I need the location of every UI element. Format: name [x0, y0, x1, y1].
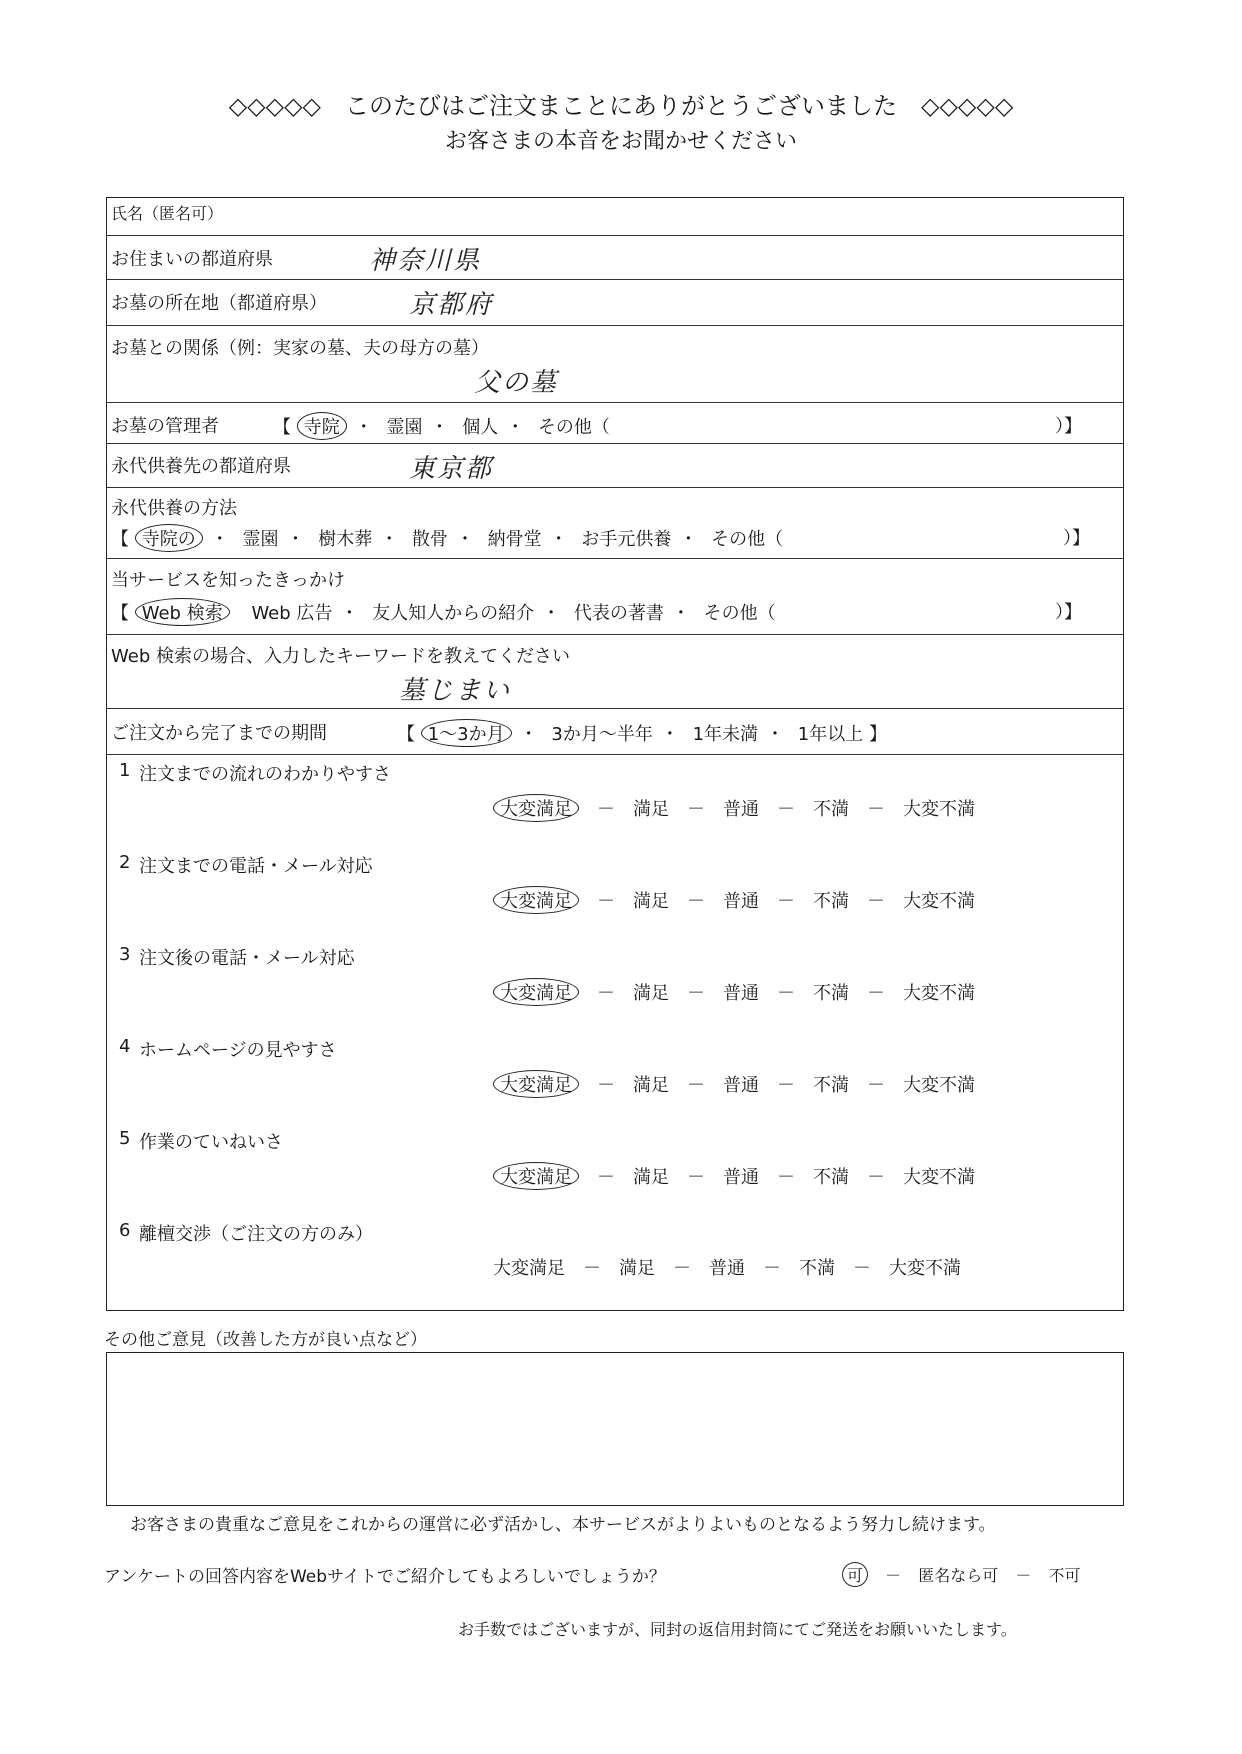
- comments-box[interactable]: [106, 1352, 1124, 1506]
- manager-option-cemetery[interactable]: 霊園: [386, 417, 423, 438]
- question-text: ホームページの見やすさ: [139, 1040, 337, 1061]
- rating-scale: 大変満足 － 満足 － 普通 － 不満 － 大変不満: [493, 1162, 975, 1190]
- manager-option-individual[interactable]: 個人: [462, 417, 499, 438]
- survey-form: [106, 197, 1124, 1311]
- divider: [107, 558, 1123, 559]
- rating-option[interactable]: 大変不満: [903, 1075, 975, 1096]
- period-option-over-1-year[interactable]: 1年以上: [797, 724, 864, 745]
- question-number: 1: [119, 760, 131, 781]
- divider: [107, 235, 1123, 236]
- period-option-under-1-year[interactable]: 1年未満: [692, 724, 759, 745]
- period-option-1-3-months[interactable]: 1～3か月: [421, 719, 512, 747]
- publish-options: 可 － 匿名なら可 － 不可: [842, 1562, 1080, 1587]
- rating-option[interactable]: 普通: [723, 1167, 759, 1188]
- rating-option[interactable]: 大変不満: [903, 1167, 975, 1188]
- comments-label: その他ご意見（改善した方が良い点など）: [104, 1330, 427, 1350]
- rating-option[interactable]: 普通: [723, 983, 759, 1004]
- publish-option-anonymous[interactable]: 匿名なら可: [918, 1566, 999, 1585]
- memorial-pref-value[interactable]: 東京都: [409, 454, 494, 484]
- rating-option[interactable]: 満足: [633, 891, 669, 912]
- rating-option[interactable]: 大変満足: [493, 978, 579, 1006]
- divider: [107, 402, 1123, 403]
- rating-option[interactable]: 不満: [813, 1075, 849, 1096]
- rating-option[interactable]: 大変不満: [903, 799, 975, 820]
- question-number: 2: [119, 852, 131, 873]
- divider: [107, 279, 1123, 280]
- name-label: 氏名（匿名可）: [111, 204, 224, 223]
- publish-option-no[interactable]: 不可: [1048, 1566, 1081, 1585]
- period-option-3-6-months[interactable]: 3か月～半年: [551, 724, 653, 745]
- comments-value: [107, 1353, 1123, 1369]
- rating-option[interactable]: 普通: [723, 891, 759, 912]
- rating-option[interactable]: 大変不満: [903, 983, 975, 1004]
- question-text: 注文までの流れのわかりやすさ: [139, 764, 391, 785]
- thanks-note: お客さまの貴重なご意見をこれからの運営に必ず活かし、本サービスがよりよいものとなるよう努力し続けます。: [130, 1515, 996, 1535]
- manager-option-temple[interactable]: 寺院: [297, 412, 347, 440]
- rating-scale: 大変満足 － 満足 － 普通 － 不満 － 大変不満: [493, 1254, 961, 1280]
- method-options: 【 寺院の ・ 霊園 ・ 樹木葬 ・ 散骨 ・ 納骨堂 ・ お手元供養 ・ その他（: [111, 524, 783, 552]
- method-option-other[interactable]: その他（: [711, 529, 784, 550]
- rating-option[interactable]: 不満: [799, 1258, 835, 1279]
- rating-option[interactable]: 大変満足: [493, 1258, 565, 1279]
- rating-option[interactable]: 満足: [633, 1075, 669, 1096]
- residence-label: お住まいの都道府県: [111, 249, 273, 270]
- rating-scale: 大変満足 － 満足 － 普通 － 不満 － 大変不満: [493, 978, 975, 1006]
- source-option-referral[interactable]: 友人知人からの紹介: [372, 603, 535, 624]
- method-close-bracket: ）】: [1063, 528, 1090, 549]
- question-text: 注文後の電話・メール対応: [139, 948, 355, 969]
- question-number: 6: [119, 1220, 131, 1241]
- rating-option[interactable]: 満足: [619, 1258, 655, 1279]
- residence-value[interactable]: 神奈川県: [369, 246, 482, 276]
- manager-close-bracket: ）】: [1055, 416, 1082, 437]
- method-option-cemetery[interactable]: 霊園: [242, 529, 279, 550]
- source-option-book[interactable]: 代表の著書: [573, 603, 664, 624]
- method-option-ossuary[interactable]: 納骨堂: [487, 529, 542, 550]
- relation-value[interactable]: 父の墓: [474, 368, 559, 398]
- rating-option[interactable]: 大変不満: [889, 1258, 961, 1279]
- rating-option[interactable]: 不満: [813, 799, 849, 820]
- method-option-scattering[interactable]: 散骨: [411, 529, 448, 550]
- survey-title: ◇◇◇◇◇ このたびはご注文まことにありがとうございました ◇◇◇◇◇: [228, 92, 1014, 120]
- rating-option[interactable]: 普通: [723, 1075, 759, 1096]
- source-option-web-ad[interactable]: Web 広告: [251, 603, 333, 624]
- question-number: 5: [119, 1128, 131, 1149]
- rating-option[interactable]: 満足: [633, 1167, 669, 1188]
- publish-question: アンケートの回答内容をWebサイトでご紹介してもよろしいでしょうか？: [104, 1567, 666, 1587]
- method-label: 永代供養の方法: [111, 498, 237, 519]
- rating-option[interactable]: 普通: [723, 799, 759, 820]
- divider: [107, 708, 1123, 709]
- rating-option[interactable]: 不満: [813, 1167, 849, 1188]
- rating-scale: 大変満足 － 満足 － 普通 － 不満 － 大変不満: [493, 886, 975, 914]
- rating-option[interactable]: 不満: [813, 891, 849, 912]
- question-number: 3: [119, 944, 131, 965]
- rating-option[interactable]: 大変不満: [903, 891, 975, 912]
- rating-option[interactable]: 普通: [709, 1258, 745, 1279]
- rating-option[interactable]: 満足: [633, 983, 669, 1004]
- manager-options: 【 寺院 ・ 霊園 ・ 個人 ・ その他（: [273, 412, 610, 440]
- period-label: ご注文から完了までの期間: [111, 723, 327, 744]
- question-text: 作業のていねいさ: [139, 1132, 283, 1153]
- manager-label: お墓の管理者: [111, 416, 219, 437]
- keyword-value[interactable]: 墓じまい: [399, 676, 512, 706]
- divider: [107, 634, 1123, 635]
- rating-scale: 大変満足 － 満足 － 普通 － 不満 － 大変不満: [493, 794, 975, 822]
- rating-option[interactable]: 大変満足: [493, 1162, 579, 1190]
- source-options: 【 Web 検索 Web 広告 ・ 友人知人からの紹介 ・ 代表の著書 ・ その他（: [111, 598, 776, 626]
- divider: [107, 443, 1123, 444]
- rating-scale: 大変満足 － 満足 － 普通 － 不満 － 大変不満: [493, 1070, 975, 1098]
- rating-option[interactable]: 不満: [813, 983, 849, 1004]
- survey-subtitle: お客さまの本音をお聞かせください: [444, 129, 797, 154]
- grave-location-value[interactable]: 京都府: [409, 290, 494, 320]
- rating-option[interactable]: 大変満足: [493, 794, 579, 822]
- question-text: 離檀交渉（ご注文の方のみ）: [139, 1224, 373, 1245]
- publish-option-yes[interactable]: 可: [842, 1562, 868, 1587]
- rating-option[interactable]: 大変満足: [493, 886, 579, 914]
- divider: [107, 325, 1123, 326]
- source-close-bracket: ）】: [1055, 602, 1082, 623]
- source-label: 当サービスを知ったきっかけ: [111, 570, 345, 591]
- question-text: 注文までの電話・メール対応: [139, 856, 373, 877]
- return-note: お手数ではございますが、同封の返信用封筒にてご発送をお願いいたします。: [458, 1620, 1017, 1639]
- rating-option[interactable]: 大変満足: [493, 1070, 579, 1098]
- memorial-pref-label: 永代供養先の都道府県: [111, 456, 291, 477]
- method-option-tree-burial[interactable]: 樹木葬: [318, 529, 373, 550]
- period-options: 【 1～3か月 ・ 3か月～半年 ・ 1年未満 ・ 1年以上 】: [397, 719, 887, 747]
- source-option-other[interactable]: その他（: [703, 603, 776, 624]
- divider: [107, 487, 1123, 488]
- question-number: 4: [119, 1036, 131, 1057]
- keyword-label: Web 検索の場合、入力したキーワードを教えてください: [111, 646, 570, 667]
- relation-label: お墓との関係（例：実家の墓、夫の母方の墓）: [111, 338, 489, 359]
- grave-location-label: お墓の所在地（都道府県）: [111, 293, 327, 314]
- method-option-temple[interactable]: 寺院の: [135, 524, 203, 552]
- divider: [107, 754, 1123, 755]
- manager-option-other[interactable]: その他（: [537, 417, 610, 438]
- rating-option[interactable]: 満足: [633, 799, 669, 820]
- method-option-home-memorial[interactable]: お手元供養: [581, 529, 672, 550]
- source-option-web-search[interactable]: Web 検索: [135, 598, 230, 626]
